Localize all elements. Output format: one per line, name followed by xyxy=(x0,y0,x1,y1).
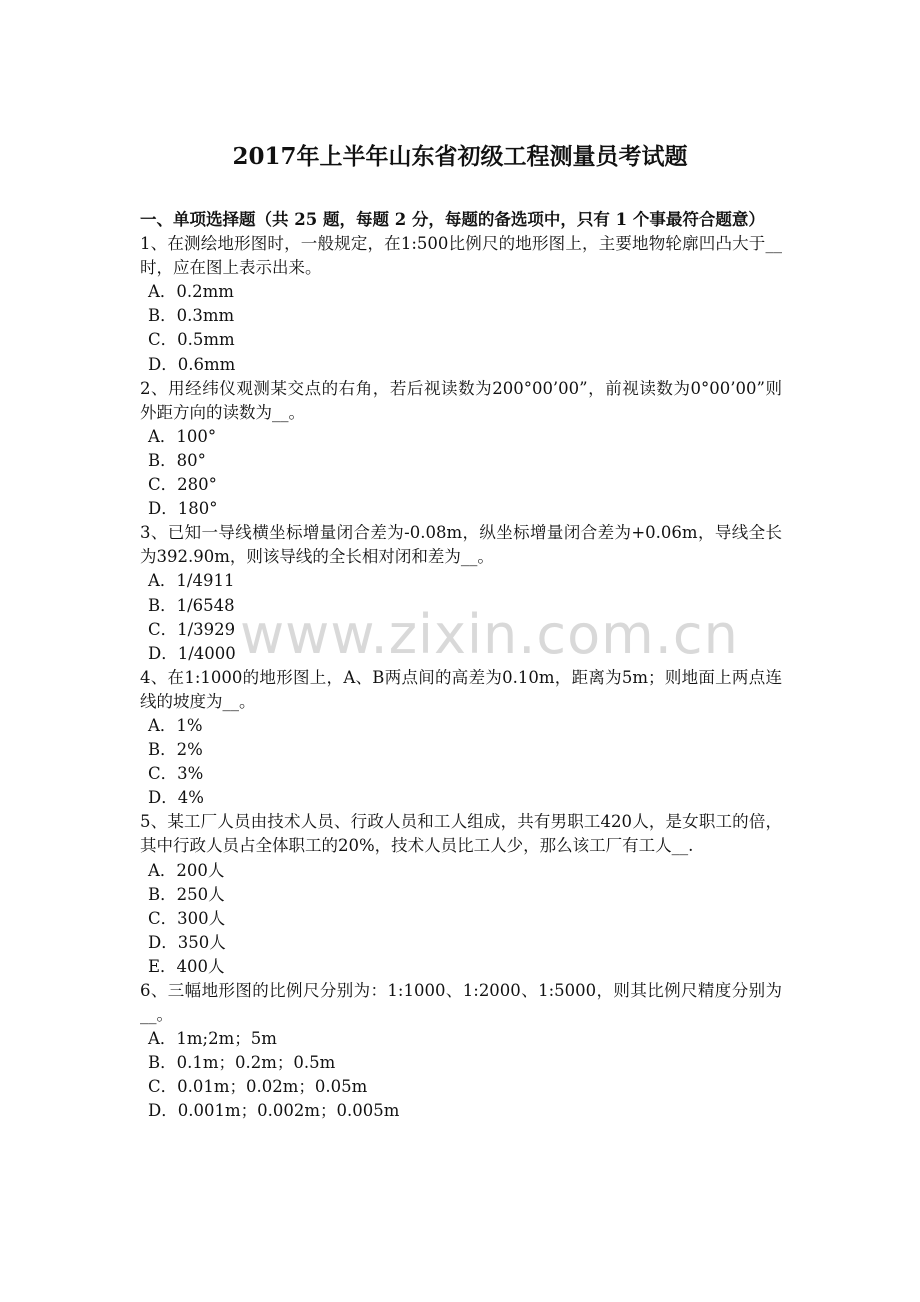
option-d: D．4% xyxy=(148,788,204,808)
question-6 xyxy=(140,979,782,1124)
question-stem: 5、某工厂人员由技术人员、行政人员和工人组成，共有男职工420人，是女职工的倍，其中行政人员占全体职工的20%，技术人员比工人少，那么该工厂有工人__. xyxy=(140,812,782,856)
option-b: B．0.3mm xyxy=(148,306,235,326)
option-c: C．280° xyxy=(148,475,217,495)
watermark-text: www.zixin.com.cn xyxy=(240,603,739,666)
option-list xyxy=(140,280,782,376)
option-d: D．350人 xyxy=(148,932,226,952)
option-d: D．1/4000 xyxy=(148,643,236,663)
option-e: E．400人 xyxy=(148,956,225,976)
question-stem: 4、在1:1000的地形图上，A、B两点间的高差为0.10m，距离为5m；则地面上两点连线的坡度为__。 xyxy=(140,667,782,711)
question-1 xyxy=(140,232,782,377)
option-d: D．0.001m；0.002m；0.005m xyxy=(148,1101,400,1121)
option-c: C．1/3929 xyxy=(148,619,236,639)
option-c: C．3% xyxy=(148,764,204,784)
option-b: B．2% xyxy=(148,740,203,760)
option-a: A．100° xyxy=(148,426,217,446)
question-5 xyxy=(140,810,782,979)
document-title: 2017年上半年山东省初级工程测量员考试题 xyxy=(232,143,688,170)
question-2 xyxy=(140,377,782,522)
option-d: D．0.6mm xyxy=(148,354,236,374)
option-c: C．0.5mm xyxy=(148,330,235,350)
question-stem: 2、用经纬仪观测某交点的右角，若后视读数为200°00’00”，前视读数为0°00’00”则外距方向的读数为__。 xyxy=(140,378,782,422)
question-3 xyxy=(140,521,782,666)
option-a: A．1/4911 xyxy=(148,571,235,591)
question-stem: 1、在测绘地形图时，一般规定，在1:500比例尺的地形图上，主要地物轮廓凹凸大于__时，应在图上表示出来。 xyxy=(140,234,782,278)
option-b: B．0.1m；0.2m；0.5m xyxy=(148,1053,336,1073)
question-stem: 3、已知一导线横坐标增量闭合差为-0.08m，纵坐标增量闭合差为+0.06m，导线全长为392.90m，则该导线的全长相对闭和差为__。 xyxy=(140,523,782,567)
option-list xyxy=(140,569,782,665)
option-a: A．200人 xyxy=(148,860,225,880)
option-c: C．0.01m；0.02m；0.05m xyxy=(148,1077,368,1097)
option-a: A．0.2mm xyxy=(148,282,234,302)
option-list xyxy=(140,859,782,979)
option-b: B．250人 xyxy=(148,884,225,904)
option-list xyxy=(140,714,782,810)
option-b: B．80° xyxy=(148,450,206,470)
question-4 xyxy=(140,666,782,811)
option-list xyxy=(140,425,782,521)
option-a: A．1% xyxy=(148,715,203,735)
option-d: D．180° xyxy=(148,499,218,519)
section-header: 一、单项选择题（共 25 题，每题 2 分，每题的备选项中，只有 1 个事最符合题意） xyxy=(140,210,765,229)
option-list xyxy=(140,1027,782,1123)
question-stem: 6、三幅地形图的比例尺分别为：1:1000、1:2000、1:5000，则其比例尺精度分别为__。 xyxy=(140,981,782,1025)
question-list xyxy=(140,208,782,1124)
option-a: A．1m;2m；5m xyxy=(148,1029,277,1049)
option-b: B．1/6548 xyxy=(148,595,235,615)
option-c: C．300人 xyxy=(148,908,226,928)
